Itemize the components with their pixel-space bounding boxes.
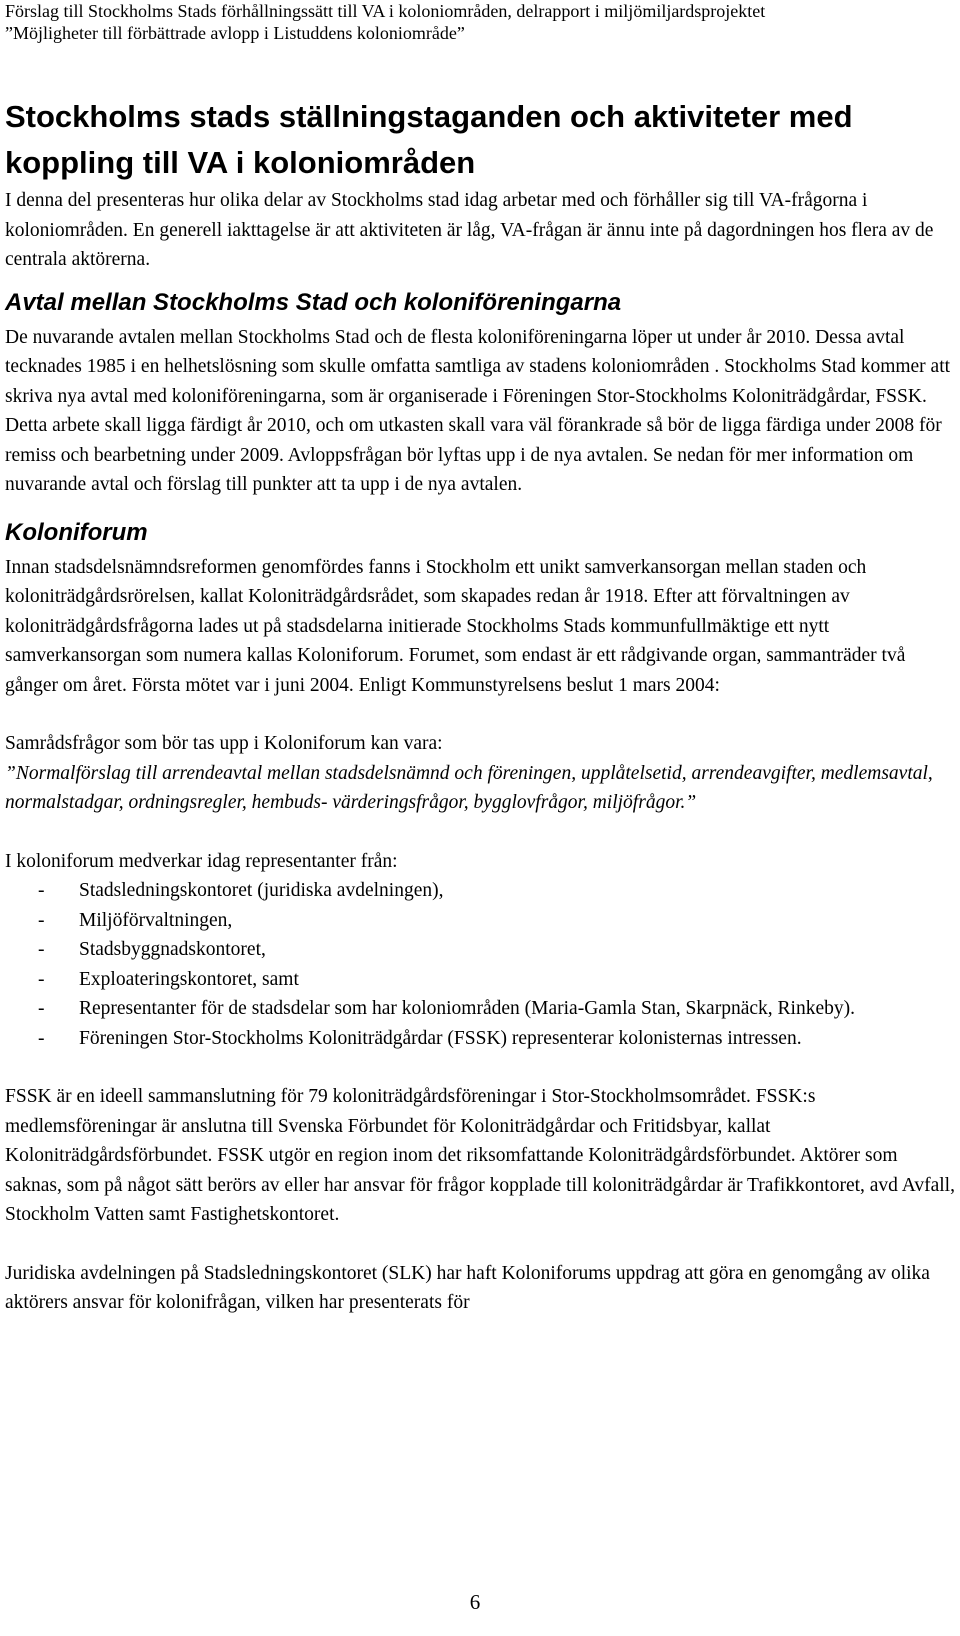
intro-paragraph: I denna del presenteras hur olika delar av Stockholms stad idag arbetar med och förhåller sig till VA-frågorna i koloniområden. En generell iakttagelse är att aktiviteten är låg, VA-frågan är ännu inte på dagordningen hos flera av de centrala aktörerna. — [5, 190, 934, 270]
list-item-text: Exploateringskontoret, samt — [79, 968, 299, 990]
list-item-text: Föreningen Stor-Stockholms Koloniträdgårdar (FSSK) representerar kolonisternas intressen. — [79, 1027, 802, 1049]
representatives-intro: I koloniforum medverkar idag representanter från: — [5, 850, 398, 872]
list-item — [5, 876, 955, 906]
list-item — [5, 965, 955, 995]
dash-bullet: - — [38, 880, 45, 901]
spacer — [5, 818, 955, 847]
list-item-text: Miljöförvaltningen, — [79, 909, 233, 931]
document-page — [5, 0, 955, 1318]
spacer — [5, 700, 955, 729]
list-item — [5, 1024, 955, 1054]
page-title: Stockholms stads ställningstaganden och aktiviteter med koppling till VA i koloniområden — [5, 99, 853, 180]
list-item-text: Stadsbyggnadskontoret, — [79, 939, 266, 960]
heading-koloniforum: Koloniforum — [5, 518, 148, 546]
samrad-intro: Samrådsfrågor som bör tas upp i Koloniforum kan vara: — [5, 733, 443, 754]
representatives-list — [5, 876, 955, 1053]
heading-avtal: Avtal mellan Stockholms Stad och koloniföreningarna — [5, 288, 622, 316]
dash-bullet: - — [38, 909, 45, 931]
spacer — [5, 1230, 955, 1259]
page-number: 6 — [469, 1590, 481, 1614]
dash-bullet: - — [38, 1027, 45, 1049]
list-item — [5, 935, 955, 965]
koloniforum-paragraph: Innan stadsdelsnämndsreformen genomfördes fanns i Stockholm ett unikt samverkansorgan mellan staden och koloniträdgårdsrörelsen, kallat Koloniträdgårdsrådet, som skapades redan år 1918. Efter att förvaltningen av koloniträdgårdsfrågorna lades ut på stadsdelarna initierade Stockholms Stads kommunfullmäktige ett nytt samverkansorgan som numera kallas Koloniforum. Forumet, som endast är ett rådgivande organ, sammanträder två gånger om året. Första mötet var i juni 2004. Enligt Kommunstyrelsens beslut 1 mars 2004: — [5, 556, 906, 696]
list-item-text: Stadsledningskontoret (juridiska avdelningen), — [79, 880, 444, 901]
juridiska-paragraph: Juridiska avdelningen på Stadsledningskontoret (SLK) har haft Koloniforums uppdrag att göra en genomgång av olika aktörers ansvar för kolonifrågan, vilken har presenterats för — [5, 1262, 930, 1313]
running-header-line-2: ”Möjligheter till förbättrade avlopp i Listuddens koloniområde” — [5, 23, 465, 43]
list-item-text: Representanter för de stadsdelar som har koloniområden (Maria-Gamla Stan, Skarpnäck, Rinkeby). — [79, 998, 855, 1019]
spacer — [5, 1053, 955, 1082]
list-item — [5, 906, 955, 936]
running-header — [5, 0, 955, 44]
running-header-line-1: Förslag till Stockholms Stads förhållningssätt till VA i koloniområden, delrapport i miljömiljardsprojektet — [5, 1, 766, 21]
samrad-quote: ”Normalförslag till arrendeavtal mellan stadsdelsnämnd och föreningen, upplåtelsetid, arrendeavgifter, medlemsavtal, normalstadgar, ordningsregler, hembuds- värderingsfrågor, bygglovfrågor, miljöfrågor.” — [5, 762, 933, 813]
avtal-paragraph: De nuvarande avtalen mellan Stockholms Stad och de flesta koloniföreningarna löper ut under år 2010. Dessa avtal tecknades 1985 i en helhetslösning som skulle omfatta samtliga av stadens koloniområden . Stockholms Stad kommer att skriva nya avtal med koloniföreningarna, som är organiserade i Föreningen Stor-Stockholms Koloniträdgårdar, FSSK. Detta arbete skall ligga färdigt år 2010, och om utkasten skall vara väl förankrade så bör de ligga färdiga under 2008 för remiss och bearbetning under 2009. Avloppsfrågan bör lyftas upp i de nya avtalen. Se nedan för mer information om nuvarande avtal och förslag till punkter att ta upp i de nya avtalen. — [5, 326, 951, 495]
dash-bullet: - — [38, 998, 45, 1019]
dash-bullet: - — [38, 939, 45, 960]
fssk-paragraph: FSSK är en ideell sammanslutning för 79 koloniträdgårdsföreningar i Stor-Stockholmsområdet. FSSK:s medlemsföreningar är anslutna till Svenska Förbundet för Koloniträdgårdar och Fritidsbyar, kallat Koloniträdgårdsförbundet. FSSK utgör en region inom det riksomfattande Koloniträdgårdsförbundet. Aktörer som saknas, som på något sätt berörs av eller har ansvar för frågor kopplade till koloniträdgårdar är Trafikkontoret, avd Avfall, Stockholm Vatten samt Fastighetskontoret. — [5, 1086, 955, 1225]
list-item — [5, 994, 955, 1024]
dash-bullet: - — [38, 968, 45, 990]
